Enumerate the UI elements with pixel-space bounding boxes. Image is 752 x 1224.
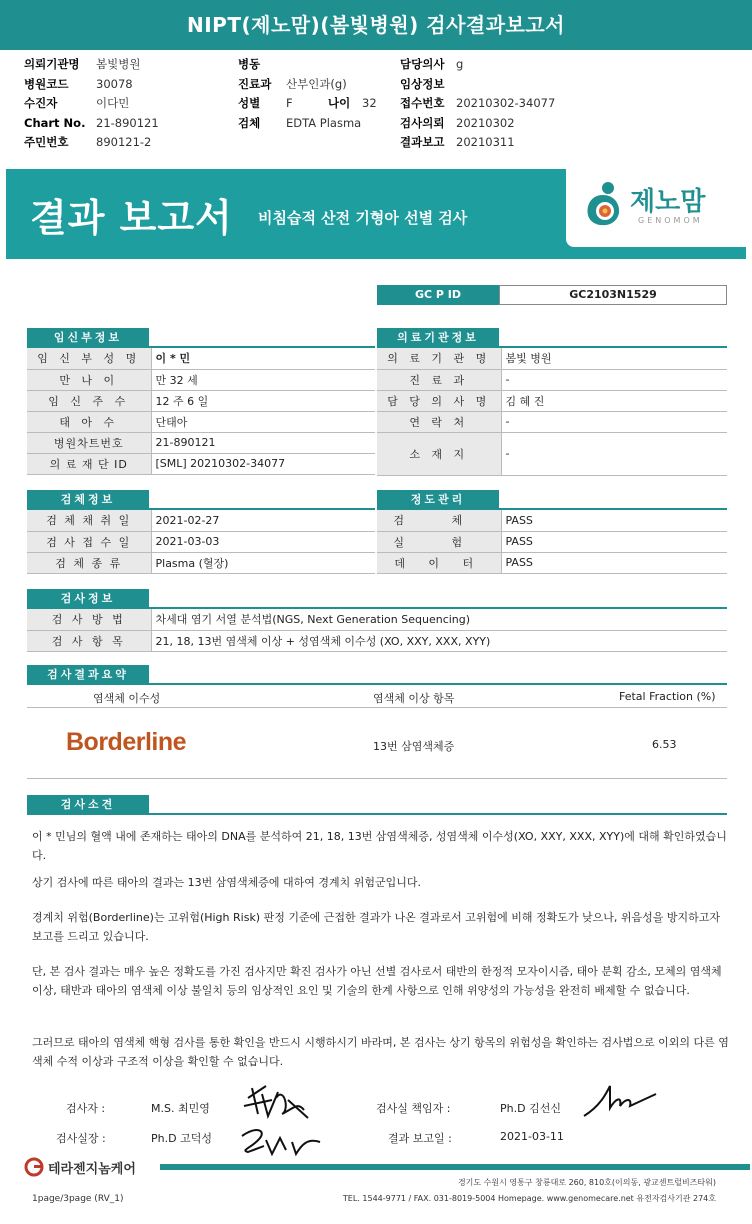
meta-value: EDTA Plasma <box>286 115 362 130</box>
table-row <box>27 552 375 573</box>
row-label: 의 료 기 관 명 <box>377 348 501 369</box>
chief-name: Ph.D 고덕성 <box>151 1132 212 1145</box>
meta-value: 20210302 <box>456 115 515 130</box>
footer-address-block <box>343 1175 716 1207</box>
meta-value: 20210311 <box>456 135 515 149</box>
theragen-logo-icon <box>24 1157 44 1177</box>
fetal-fraction-value: 6.53 <box>652 738 677 751</box>
row-value: 2021-03-03 <box>151 531 375 552</box>
row-value: - <box>501 432 727 475</box>
report-banner <box>6 169 746 259</box>
chief-label: 검사실장 : <box>56 1132 106 1145</box>
result-status: Borderline <box>66 728 187 756</box>
row-label: 검 체 종 류 <box>27 552 151 573</box>
opinion-paragraph: 단, 본 검사 결과는 매우 높은 정확도를 가진 검사지만 확진 검사가 아닌 선별 검사로서 태반의 한정적 모자이시즘, 태아 분획 감소, 모체의 염색체 이상, 태반과 태아의 염색체 이상 불일치 등의 임상적인 요인 및 기술의 한계 사항으로 인해 위양성의 가능성을 완전히 배제할 수 없습니다. <box>32 965 722 997</box>
row-value: 봄빛 병원 <box>501 348 727 369</box>
meta-label: 성별 <box>238 96 261 110</box>
report-date-value: 2021-03-11 <box>500 1130 564 1143</box>
row-label: 소 재 지 <box>377 432 501 475</box>
gcpid-value: GC2103N1529 <box>499 285 727 305</box>
report-title: NIPT(제노맘)(봄빛병원) 검사결과보고서 <box>0 0 752 50</box>
section-institution-label: 의료기관정보 <box>377 328 499 347</box>
row-label: 검 체 <box>377 510 501 531</box>
specimen-table <box>27 510 375 574</box>
opinion-paragraph: 그러므로 태아의 염색체 핵형 검사를 통한 확인을 반드시 시행하시기 바라며, 본 검사는 상기 항목의 위험성을 확인하는 검사법으로 이외의 다른 염색체 수적 이상과 구조적 이상을 확인할 수 없습니다. <box>32 1036 729 1068</box>
report-date-label: 결과 보고일 : <box>388 1132 452 1145</box>
tester-name: M.S. 최민영 <box>151 1102 210 1115</box>
opinion-paragraph: 상기 검사에 따른 태아의 결과는 13번 삼염색체증에 대하여 경계치 위험군입니다. <box>32 876 421 889</box>
section-pregnant-label: 임신부정보 <box>27 328 149 347</box>
lab-head-label: 검사실 책임자 : <box>376 1102 451 1115</box>
section-divider <box>27 813 727 815</box>
table-row <box>377 432 727 475</box>
row-label: 담 당 의 사 명 <box>377 390 501 411</box>
footer-bar <box>160 1164 750 1170</box>
meta-value: 이다민 <box>96 96 130 110</box>
chief-signature <box>236 1122 326 1162</box>
institution-table <box>377 348 727 476</box>
meta-value: 890121-2 <box>96 135 152 149</box>
meta-value: g <box>456 57 464 71</box>
table-row <box>27 453 375 474</box>
meta-value: 20210302-34077 <box>456 96 556 110</box>
table-row <box>377 348 727 369</box>
meta-col-3 <box>400 55 555 153</box>
footer-company: 테라젠지놈케어 <box>48 1162 136 1177</box>
section-divider <box>27 778 727 779</box>
row-value: PASS <box>501 552 727 573</box>
row-label: 검 사 방 법 <box>27 609 151 630</box>
row-label: 태 아 수 <box>27 411 151 432</box>
row-label: 임 신 주 수 <box>27 390 151 411</box>
meta-label: 병동 <box>238 57 261 71</box>
summary-col-abnormality: 염색체 이상 항목 <box>373 692 455 705</box>
banner-title: 결과 보고서 <box>30 196 233 240</box>
section-test-label: 검사정보 <box>27 589 149 608</box>
page-indicator: 1page/3page (RV_1) <box>32 1194 124 1204</box>
table-row <box>27 510 375 531</box>
section-specimen-label: 검체정보 <box>27 490 149 509</box>
mother-baby-icon <box>584 181 622 227</box>
meta-label: 주민번호 <box>24 135 69 149</box>
row-label: 의 료 재 단 ID <box>27 453 151 474</box>
row-value: 21, 18, 13번 염색체 이상 + 성염색체 이수성 (XO, XXY, XXX, XYY) <box>151 630 727 651</box>
row-value: - <box>501 369 727 390</box>
meta-label: 임상정보 <box>400 76 445 91</box>
section-summary-label: 검사결과요약 <box>27 665 149 684</box>
section-opinion-label: 검사소견 <box>27 795 149 814</box>
row-value: 차세대 염기 서열 분석법(NGS, Next Generation Sequencing) <box>151 609 727 630</box>
meta-label: Chart No. <box>24 115 86 130</box>
table-row <box>27 531 375 552</box>
table-row <box>27 609 727 630</box>
row-label: 데 이 터 <box>377 552 501 573</box>
age-label: 나이 <box>328 96 351 110</box>
tester-signature <box>238 1080 328 1124</box>
row-label: 검 체 채 취 일 <box>27 510 151 531</box>
table-row <box>377 390 727 411</box>
row-value: 21-890121 <box>151 432 375 453</box>
genomom-logo <box>566 169 746 247</box>
test-info-table <box>27 609 727 652</box>
table-row <box>27 369 375 390</box>
meta-label: 검사의뢰 <box>400 115 445 130</box>
footer-contact: TEL. 1544-9771 / FAX. 031-8019-5004 Homepage. www.genomecare.net 유전자검사기관 274호 <box>342 1194 716 1203</box>
banner-subtitle: 비침습적 산전 기형아 선별 검사 <box>258 209 468 227</box>
meta-value: 21-890121 <box>96 115 159 130</box>
meta-label: 수진자 <box>24 96 58 110</box>
row-value: 12 주 6 일 <box>151 390 375 411</box>
row-value: [SML] 20210302-34077 <box>151 453 375 474</box>
result-item: 13번 삼염색체증 <box>373 740 455 753</box>
row-label: 임 신 부 성 명 <box>27 348 151 369</box>
meta-col-1 <box>24 55 159 153</box>
lab-head-signature <box>580 1080 660 1124</box>
table-row <box>377 531 727 552</box>
logo-subtext: GENOMOM <box>638 216 703 225</box>
summary-col-aneuploidy: 염색체 이수성 <box>93 692 161 705</box>
gcpid-label: GC P ID <box>377 285 499 305</box>
meta-value: 봄빛병원 <box>96 57 141 71</box>
row-value: - <box>501 411 727 432</box>
meta-value: F <box>286 96 293 110</box>
pregnant-table <box>27 348 375 475</box>
meta-value: 산부인과(g) <box>286 76 347 91</box>
table-row <box>377 369 727 390</box>
row-label: 검 사 항 목 <box>27 630 151 651</box>
summary-col-ff: Fetal Fraction (%) <box>619 690 716 703</box>
row-label: 병원차트번호 <box>27 432 151 453</box>
meta-label: 검체 <box>238 115 261 130</box>
row-label: 실 험 <box>377 531 501 552</box>
row-value: PASS <box>501 510 727 531</box>
qc-table <box>377 510 727 574</box>
table-row <box>377 552 727 573</box>
age-value: 32 <box>362 96 377 110</box>
row-value: PASS <box>501 531 727 552</box>
section-divider <box>27 683 727 685</box>
table-row <box>377 510 727 531</box>
row-value: Plasma (혈장) <box>151 552 375 573</box>
tester-label: 검사자 : <box>66 1102 106 1115</box>
lab-head-name: Ph.D 김선신 <box>500 1102 561 1115</box>
table-row <box>27 390 375 411</box>
table-row <box>27 630 727 651</box>
row-value: 만 32 세 <box>151 369 375 390</box>
footer-address: 경기도 수원시 영통구 창룡대로 260, 810호(이의동, 광교센트럴비즈타워) <box>457 1178 716 1187</box>
meta-col-2 <box>238 55 377 133</box>
table-row <box>27 411 375 432</box>
row-value: 이 * 민 <box>151 348 375 369</box>
meta-label: 결과보고 <box>400 135 445 149</box>
opinion-paragraph: 이 * 민님의 혈액 내에 존재하는 태아의 DNA를 분석하여 21, 18, 13번 삼염색체증, 성염색체 이수성(XO, XXY, XXX, XYY)에 대해 확인하였습니다. <box>32 830 727 862</box>
row-value: 김 혜 진 <box>501 390 727 411</box>
row-label: 연 락 처 <box>377 411 501 432</box>
logo-text: 제노맘 <box>630 187 706 217</box>
table-row <box>377 411 727 432</box>
section-qc-label: 정도관리 <box>377 490 499 509</box>
meta-label: 접수번호 <box>400 96 445 110</box>
row-value: 2021-02-27 <box>151 510 375 531</box>
meta-label: 의뢰기관명 <box>24 57 80 71</box>
meta-label: 병원코드 <box>24 76 69 91</box>
row-value: 단태아 <box>151 411 375 432</box>
table-row <box>27 348 375 369</box>
row-label: 진 료 과 <box>377 369 501 390</box>
meta-label: 진료과 <box>238 76 272 91</box>
row-label: 만 나 이 <box>27 369 151 390</box>
meta-value: 30078 <box>96 76 133 91</box>
meta-label: 담당의사 <box>400 57 445 71</box>
opinion-paragraph: 경계치 위험(Borderline)는 고위험(High Risk) 판정 기준에 근접한 결과가 나온 결과로서 고위험에 비해 정확도가 낮으나, 위음성을 방지하고자 보고를 드리고 있습니다. <box>32 911 720 943</box>
table-row <box>27 432 375 453</box>
row-label: 검 사 접 수 일 <box>27 531 151 552</box>
summary-header <box>27 686 727 708</box>
